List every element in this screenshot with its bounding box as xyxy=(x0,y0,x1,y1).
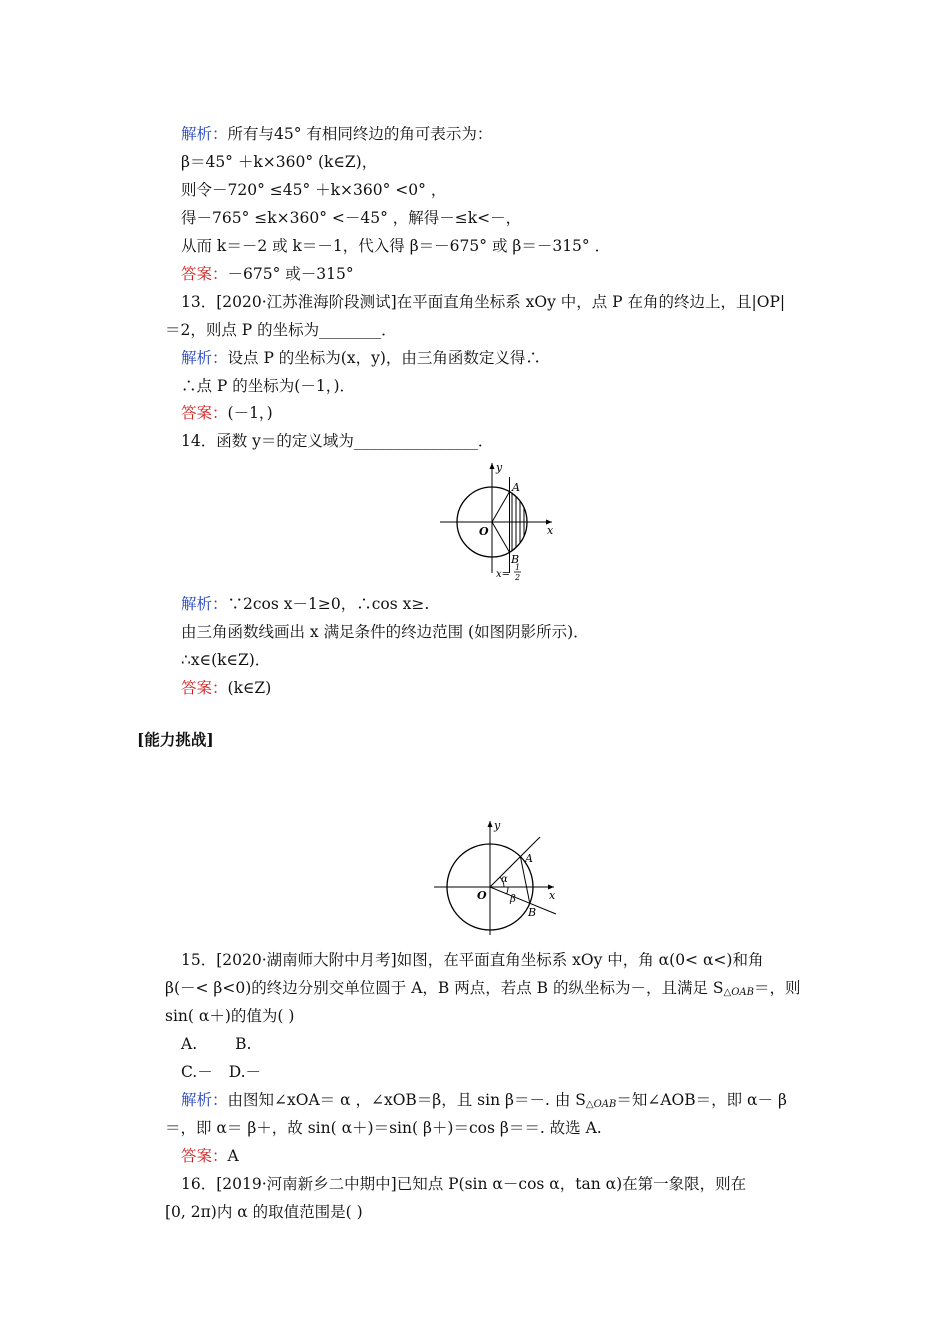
p12-solution-line-5: 从而 k＝－2 或 k＝－1，代入得 β＝－675° 或 β＝－315° ． xyxy=(181,237,611,255)
x-label: x xyxy=(547,524,554,537)
answer-label: 答案： xyxy=(181,679,228,697)
solution-label: 解析： xyxy=(181,125,228,143)
ray-OB xyxy=(492,522,510,552)
p15-options-ab xyxy=(181,1034,251,1054)
p15-answer: 答案：A xyxy=(181,1147,239,1165)
p13-stem-line-2: ＝2，则点 P 的坐标为________． xyxy=(165,321,397,339)
option-a: A. xyxy=(181,1035,198,1053)
solution-label: 解析： xyxy=(181,1091,228,1109)
p13-answer: 答案：(－1，) xyxy=(181,404,273,422)
section-title: [能力挑战] xyxy=(137,730,214,749)
p14-solution-line-1: 解析：∵2cos x－1≥0，∴cos x≥. xyxy=(181,595,430,613)
p12-solution-line-1: 解析：所有与45° 有相同终边的角可表示为： xyxy=(181,125,493,143)
p15-unit-circle-figure xyxy=(428,815,568,940)
fraction-numerator: 1 xyxy=(515,563,521,572)
p12-solution-line-3: 则令－720° ≤45° ＋k×360° <0° ， xyxy=(181,181,447,199)
p16-stem-line-1: 16．[2019·河南新乡二中期中]已知点 P(sin α－cos α，tan α)在第一象限，则在 xyxy=(181,1175,747,1193)
fraction-denominator: 2 xyxy=(515,573,521,582)
option-b: B. xyxy=(235,1035,252,1053)
beta-arc xyxy=(507,887,508,894)
point-b-label: B xyxy=(511,553,520,566)
p16-stem-line-2: [0, 2π)内 α 的取值范围是( ) xyxy=(165,1203,363,1221)
option-c: C.－ xyxy=(181,1063,213,1081)
p14-unit-circle-figure xyxy=(430,455,565,585)
answer-label: 答案： xyxy=(181,1147,228,1165)
y-label: y xyxy=(496,461,503,474)
p15-stem-line-1: 15．[2020·湖南师大附中月考]如图，在平面直角坐标系 xOy 中，角 α(0< α<)和角 xyxy=(181,951,764,969)
y-axis-arrow-icon xyxy=(488,821,493,827)
answer-label: 答案： xyxy=(181,404,228,422)
point-b-label: B xyxy=(528,906,537,919)
ray-OB xyxy=(490,887,556,914)
beta-label: β xyxy=(510,894,516,905)
x-label: x xyxy=(549,889,556,902)
point-a-label: A xyxy=(512,481,520,494)
y-label: y xyxy=(494,819,501,832)
p15-stem-line-3: sin( α＋)的值为( ) xyxy=(165,1007,295,1025)
p15-options-cd xyxy=(181,1062,261,1082)
p12-answer: 答案：－675° 或－315° xyxy=(181,265,354,283)
p15-solution-line-1: 解析：由图知∠xOA＝ α ，∠xOB＝β，且 sin β＝－. 由 $S_{\triangle OAB}=$知∠AOB＝，即 α－ β xyxy=(181,1091,787,1110)
p14-stem: 14．函数 y＝的定义域为________________． xyxy=(181,432,494,450)
p12-solution-line-4: 得－765° ≤k×360° <－45° ，解得－≤k<－， xyxy=(181,209,522,227)
origin-label: O xyxy=(477,889,487,902)
origin-label: O xyxy=(479,525,489,538)
alpha-label: α xyxy=(501,874,508,885)
solution-label: 解析： xyxy=(181,595,228,613)
p14-solution-line-2: 由三角函数线画出 x 满足条件的终边范围 (如图阴影所示)． xyxy=(181,623,589,641)
p13-stem-line-1: 13．[2020·江苏淮海阶段测试]在平面直角坐标系 xOy 中，点 P 在角的终边上，且|OP| xyxy=(181,293,786,311)
solution-label: 解析： xyxy=(181,349,228,367)
answer-label: 答案： xyxy=(181,265,228,283)
ray-OA xyxy=(492,492,510,522)
option-d: D.－ xyxy=(228,1063,262,1081)
p15-stem-line-2: β(－< β<0)的终边分别交单位圆于 A，B 两点，若点 B 的纵坐标为－，且满足 $S_{\triangle OAB}=$，则 xyxy=(165,979,801,998)
p14-solution-line-3: ∴x∈(k∈Z)． xyxy=(181,651,271,669)
y-axis-arrow-icon xyxy=(490,463,495,469)
p12-solution-line-2: β＝45° ＋k×360° (k∈Z)， xyxy=(181,153,378,171)
p15-solution-line-2: ＝，即 α＝ β＋，故 sin( α＋)＝sin( β＋)＝cos β＝＝. 故选 A. xyxy=(165,1119,602,1137)
p13-solution-line-2: ∴点 P 的坐标为(－1，)． xyxy=(181,377,355,395)
p14-answer: 答案：(k∈Z) xyxy=(181,679,272,697)
line-equation-label: x= xyxy=(496,569,511,580)
p13-solution-line-1: 解析：设点 P 的坐标为(x，y)，由三角函数定义得∴ xyxy=(181,349,541,367)
point-a-label: A xyxy=(525,852,533,865)
